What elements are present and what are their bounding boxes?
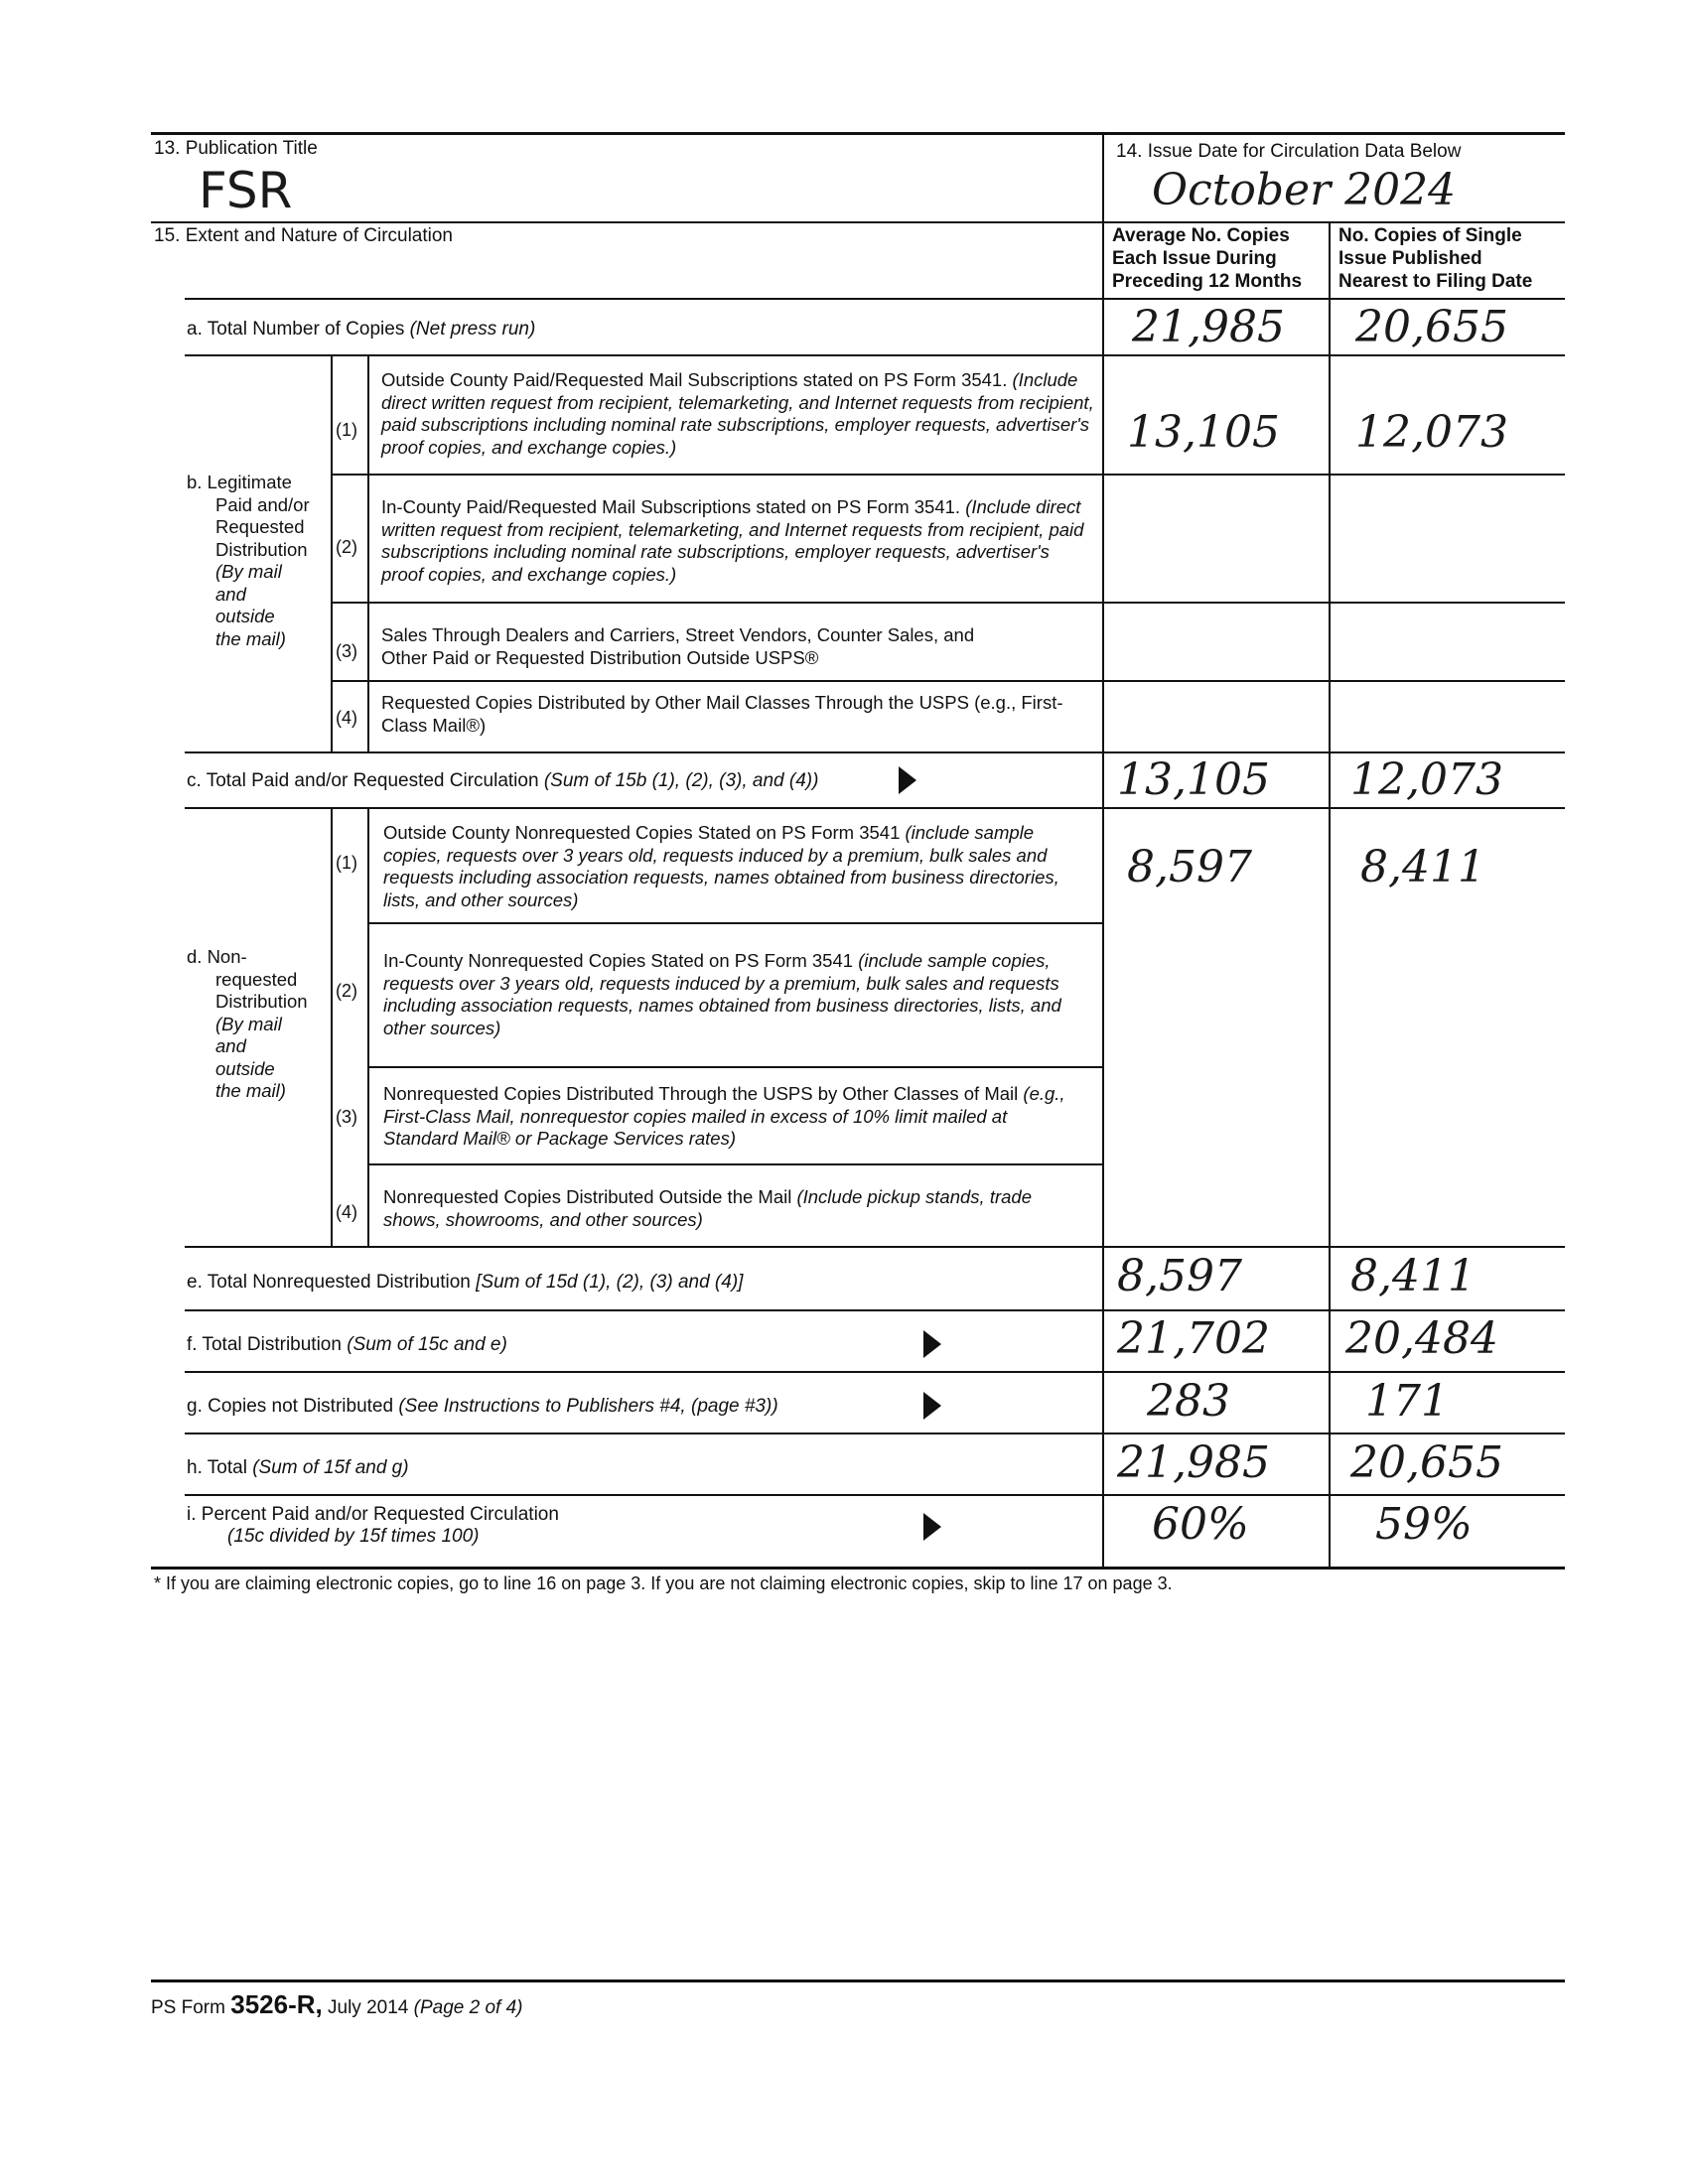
row-h-top-rule xyxy=(185,1433,1565,1434)
section-b-group-label: b. Legitimate Paid and/or Requested Distribution (By mail and outside the mail) xyxy=(187,472,310,649)
item-b2-description: In-County Paid/Requested Mail Subscriptions stated on PS Form 3541. (Include direct written request from recipient, telemarketing, and Internet requests from recipient, paid subscriptions including nominal rate subscriptions, employer requests, advertiser's proof copies, and exchange copies.) xyxy=(381,496,1084,585)
row-g-top-rule xyxy=(185,1371,1565,1373)
row-e-label: e. Total Nonrequested Distribution [Sum of 15d (1), (2), (3) and (4)] xyxy=(187,1272,744,1293)
item-d3-description: Nonrequested Copies Distributed Through the USPS by Other Classes of Mail (e.g., First-Class Mail, nonrequestor copies mailed in excess of 10% limit mailed at Standard Mail® or Package Services rates) xyxy=(383,1083,1065,1149)
footnote: * If you are claiming electronic copies, go to line 16 on page 3. If you are not claiming electronic copies, skip to line 17 on page 3. xyxy=(154,1573,1173,1593)
issue-date-label: 14. Issue Date for Circulation Data Below xyxy=(1116,141,1462,162)
row-h-single: 20,655 xyxy=(1350,1437,1503,1488)
item-b1-avg: 13,105 xyxy=(1127,407,1280,458)
section-b-top-rule xyxy=(185,354,1565,356)
row-g-single: 171 xyxy=(1365,1376,1449,1427)
row-c-avg: 13,105 xyxy=(1117,754,1270,805)
item-d2-bottom-rule xyxy=(367,1066,1102,1068)
header-divider xyxy=(1102,135,1104,222)
item-b1-description: Outside County Paid/Requested Mail Subscriptions stated on PS Form 3541. (Include direct written request from recipient, telemarketing, and Internet requests from recipient, paid subscriptions including nominal rate subscriptions, employer requests, advertiser's proof copies, and exchange copies.) xyxy=(381,369,1094,458)
section-d-num-left xyxy=(331,808,333,1247)
row-a-label: a. Total Number of Copies (Net press run) xyxy=(187,319,536,340)
form-footer: PS Form 3526-R, July 2014 (Page 2 of 4) xyxy=(151,1989,523,2019)
row-g-avg: 283 xyxy=(1147,1376,1230,1427)
item-b3-bottom-rule xyxy=(331,680,1565,682)
item-d2-description: In-County Nonrequested Copies Stated on PS Form 3541 (include sample copies, requests over 3 years old, requests induced by a premium, bulk sales and requests including association requests, names obtained from business directories, lists, and other sources) xyxy=(383,950,1061,1038)
item-d3-bottom-rule xyxy=(367,1163,1102,1165)
col-single-header: No. Copies of Single Issue Published Nearest to Filing Date xyxy=(1338,225,1533,292)
footer-rule xyxy=(151,1979,1565,1982)
item-d2-number: (2) xyxy=(336,981,357,1001)
item-d1-description: Outside County Nonrequested Copies Stated on PS Form 3541 (include sample copies, requests over 3 years old, requests induced by a premium, bulk sales and requests including association requests, names obtained from business directories, lists, and other sources) xyxy=(383,822,1059,910)
top-rule xyxy=(151,132,1565,135)
section15-top-rule xyxy=(151,221,1565,223)
item-d4-description: Nonrequested Copies Distributed Outside the Mail (Include pickup stands, trade shows, showrooms, and other sources) xyxy=(383,1186,1032,1230)
section-b-num-right xyxy=(367,355,369,752)
row-f-top-rule xyxy=(185,1309,1565,1311)
row-h-avg: 21,985 xyxy=(1117,1437,1270,1488)
col-single-left-border xyxy=(1329,222,1331,1569)
row-i-arrow-icon xyxy=(923,1513,941,1541)
row-c-label: c. Total Paid and/or Requested Circulation (Sum of 15b (1), (2), (3), and (4)) xyxy=(187,770,819,791)
item-b1-bottom-rule xyxy=(331,474,1565,476)
item-b1-number: (1) xyxy=(336,420,357,440)
item-b3-number: (3) xyxy=(336,641,357,661)
col-avg-left-border xyxy=(1102,222,1104,1569)
row-g-arrow-icon xyxy=(923,1392,941,1420)
row-i-top-rule xyxy=(185,1494,1565,1496)
item-d4-number: (4) xyxy=(336,1202,357,1222)
item-b2-bottom-rule xyxy=(331,602,1565,604)
publication-title-value: FSR xyxy=(199,162,293,219)
item-d1-bottom-rule xyxy=(367,922,1102,924)
item-b2-number: (2) xyxy=(336,537,357,557)
section-d-group-label: d. Non- requested Distribution (By mail and outside the mail) xyxy=(187,946,308,1101)
publication-title-label: 13. Publication Title xyxy=(154,138,318,159)
row-c-top-rule xyxy=(185,751,1565,753)
row-e-top-rule xyxy=(185,1246,1565,1248)
row-i-avg: 60% xyxy=(1152,1499,1249,1550)
row-i-label: i. Percent Paid and/or Requested Circulation (15c divided by 15f times 100) xyxy=(187,1504,559,1547)
item-b1-single: 12,073 xyxy=(1355,407,1508,458)
row-f-label: f. Total Distribution (Sum of 15c and e) xyxy=(187,1334,507,1355)
item-b3-description: Sales Through Dealers and Carriers, Street Vendors, Counter Sales, and Other Paid or Requested Distribution Outside USPS® xyxy=(381,624,975,668)
section-d-top-rule xyxy=(185,807,1565,809)
row-e-avg: 8,597 xyxy=(1117,1251,1242,1301)
section-b-num-left xyxy=(331,355,333,752)
row-a-avg: 21,985 xyxy=(1132,302,1285,352)
row-f-arrow-icon xyxy=(923,1330,941,1358)
item-b4-description: Requested Copies Distributed by Other Mail Classes Through the USPS (e.g., First-Class Mail®) xyxy=(381,692,1063,736)
row-h-label: h. Total (Sum of 15f and g) xyxy=(187,1457,409,1478)
row-a-single: 20,655 xyxy=(1355,302,1508,352)
row-f-single: 20,484 xyxy=(1345,1313,1498,1364)
item-d1-number: (1) xyxy=(336,853,357,873)
table-bottom-rule xyxy=(151,1567,1565,1570)
row-c-arrow-icon xyxy=(899,766,916,794)
item-b4-number: (4) xyxy=(336,708,357,728)
section-d-single: 8,411 xyxy=(1360,842,1485,892)
row-c-single: 12,073 xyxy=(1350,754,1503,805)
row-e-single: 8,411 xyxy=(1350,1251,1476,1301)
issue-date-value: October 2024 xyxy=(1152,165,1457,215)
section-d-num-right xyxy=(367,808,369,1247)
row-f-avg: 21,702 xyxy=(1117,1313,1270,1364)
section-d-avg: 8,597 xyxy=(1127,842,1252,892)
row-a-top-rule xyxy=(185,298,1565,300)
row-g-label: g. Copies not Distributed (See Instructions to Publishers #4, (page #3)) xyxy=(187,1396,778,1417)
item-d3-number: (3) xyxy=(336,1107,357,1127)
col-avg-header: Average No. Copies Each Issue During Preceding 12 Months xyxy=(1112,225,1303,292)
row-i-single: 59% xyxy=(1375,1499,1473,1550)
section15-label: 15. Extent and Nature of Circulation xyxy=(154,225,454,246)
